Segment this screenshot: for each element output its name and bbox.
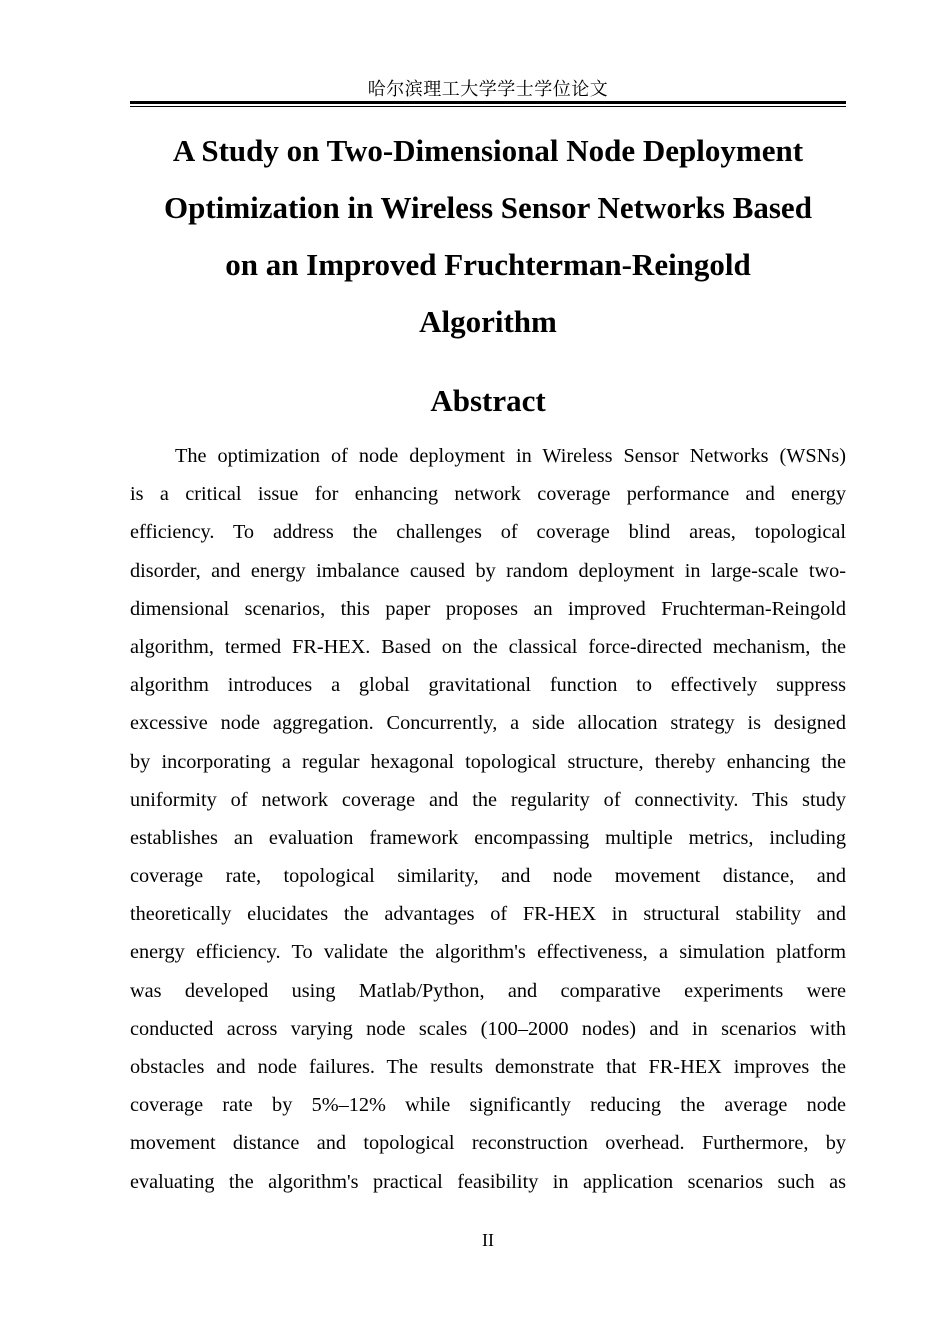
abstract-line: establishes an evaluation framework encompassing multiple metrics, including [130, 826, 846, 849]
abstract-line: obstacles and node failures. The results demonstrate that FR-HEX improves the [130, 1056, 846, 1078]
abstract-line: evaluating the algorithm's practical feasibility in application scenarios such as [130, 1170, 846, 1193]
abstract-line: by incorporating a regular hexagonal topological structure, thereby enhancing the [130, 750, 846, 773]
abstract-line: was developed using Matlab/Python, and comparative experiments were [130, 979, 846, 1002]
abstract-body [130, 437, 846, 1201]
abstract-line: coverage rate, topological similarity, and node movement distance, and [130, 865, 846, 888]
abstract-line: algorithm, termed FR-HEX. Based on the classical force-directed mechanism, the [130, 635, 846, 658]
abstract-line: excessive node aggregation. Concurrently, a side allocation strategy is designed [130, 712, 846, 735]
abstract-heading: Abstract [430, 383, 546, 418]
page-number: II [482, 1230, 494, 1250]
abstract-line: uniformity of network coverage and the regularity of connectivity. This study [130, 788, 846, 811]
abstract-line: dimensional scenarios, this paper proposes an improved Fruchterman-Reingold [130, 597, 846, 620]
header-rule-thick [130, 101, 846, 104]
title-line: A Study on Two-Dimensional Node Deployment [172, 133, 804, 168]
abstract-line: coverage rate by 5%–12% while significantly reducing the average node [130, 1094, 846, 1117]
abstract-line: conducted across varying node scales (100–2000 nodes) and in scenarios with [130, 1017, 846, 1040]
abstract-line: theoretically elucidates the advantages of FR-HEX in structural stability and [130, 903, 846, 926]
title-line: Algorithm [419, 304, 557, 339]
thesis-title [110, 122, 866, 350]
title-line: Optimization in Wireless Sensor Networks Based [164, 190, 812, 225]
abstract-line: algorithm introduces a global gravitational function to effectively suppress [130, 674, 846, 697]
abstract-line: disorder, and energy imbalance caused by random deployment in large-scale two- [130, 559, 846, 582]
running-header: 哈尔滨理工大学学士学位论文 [367, 79, 609, 100]
abstract-line: energy efficiency. To validate the algorithm's effectiveness, a simulation platform [130, 941, 846, 964]
title-line: on an Improved Fruchterman-Reingold [225, 247, 751, 282]
abstract-line: efficiency. To address the challenges of coverage blind areas, topological [130, 521, 846, 544]
header-rule-thin [130, 106, 846, 107]
abstract-line: is a critical issue for enhancing network coverage performance and energy [130, 483, 846, 506]
abstract-line: The optimization of node deployment in Wireless Sensor Networks (WSNs) [175, 445, 846, 467]
abstract-line: movement distance and topological reconstruction overhead. Furthermore, by [130, 1132, 846, 1155]
